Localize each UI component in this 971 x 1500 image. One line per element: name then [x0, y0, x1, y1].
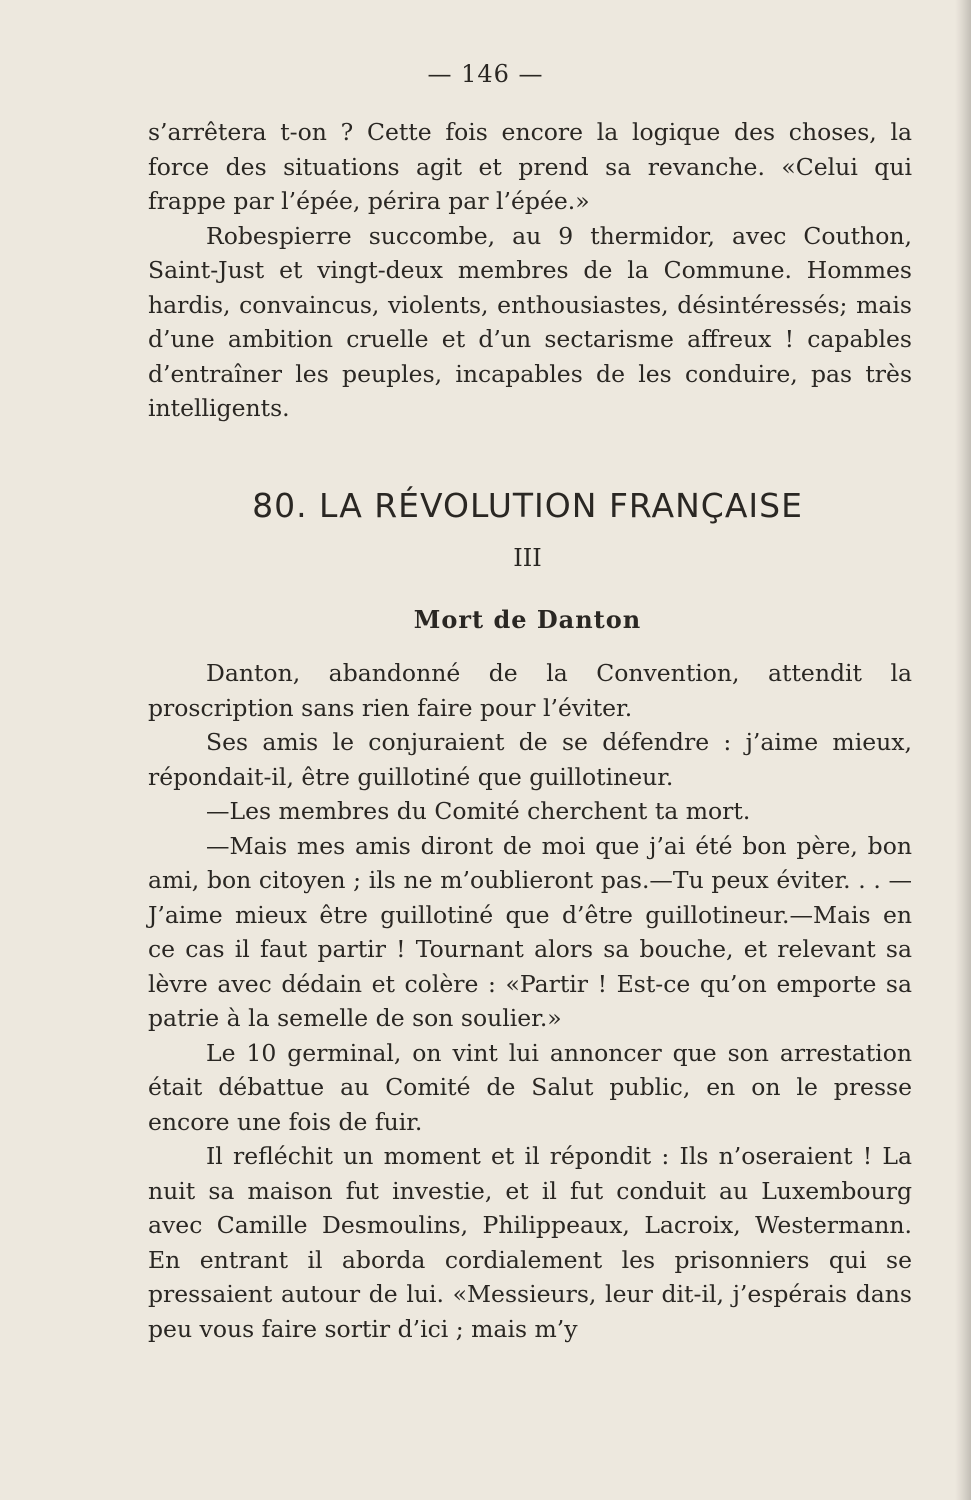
paragraph: s’arrêtera t-on ? Cette fois encore la logique des choses, la force des situations agit et prend sa revanche. «Celui qui frappe par l’épée, périra par l’épée.»: [148, 118, 912, 215]
paragraph: Il refléchit un moment et il répondit : Ils n’oseraient ! La nuit sa maison fut investie, et il fut conduit au Luxembourg avec Camille Desmoulins, Philippeaux, Lacroix, Westermann. En entrant il aborda cordialement les prisonniers qui se pressaient autour de lui. «Messieurs, leur dit-il, j’espérais dans peu vous faire sortir d’ici ; mais m’y: [148, 1142, 912, 1343]
paragraph: Danton, abandonné de la Convention, attendit la proscription sans rien faire pour l’éviter.: [148, 659, 912, 722]
text-block-main: [148, 656, 912, 1346]
page-edge-shadow: [955, 0, 971, 1500]
section-title: Mort de Danton: [413, 605, 642, 634]
paragraph: Ses amis le conjuraient de se défendre : j’aime mieux, répondait-il, être guillotiné que guillotineur.: [148, 728, 912, 791]
page-number: — 146 —: [427, 60, 544, 88]
paragraph: Le 10 germinal, on vint lui annoncer que son arrestation était débattue au Comité de Salut public, en on le presse encore une fois de fuir.: [148, 1038, 912, 1136]
paragraph: —Les membres du Comité cherchent ta mort.: [206, 797, 751, 825]
chapter-title: 80. LA RÉVOLUTION FRANÇAISE: [252, 486, 803, 525]
paragraph: —Mais mes amis diront de moi que j’ai été bon père, bon ami, bon citoyen ; ils ne m’oublieront pas.—Tu peux éviter. . . — J’aime mieux être guillotiné que d’être guillotineur.—Mais en ce cas il faut partir ! Tournant alors sa bouche, et relevant sa lèvre avec dédain et colère : «Partir ! Est-ce qu’on emporte sa patrie à la semelle de son soulier.»: [148, 831, 912, 1032]
text-block-opening: [148, 115, 912, 426]
part-number: III: [513, 544, 542, 572]
paragraph: Robespierre succombe, au 9 thermidor, avec Couthon, Saint-Just et vingt-deux membres de la Commune. Hommes hardis, convaincus, violents, enthousiastes, désintéressés; mais d’une ambition cruelle et d’un sectarisme affreux ! capables d’entraîner les peuples, incapables de les conduire, pas très intelligents.: [148, 221, 912, 422]
